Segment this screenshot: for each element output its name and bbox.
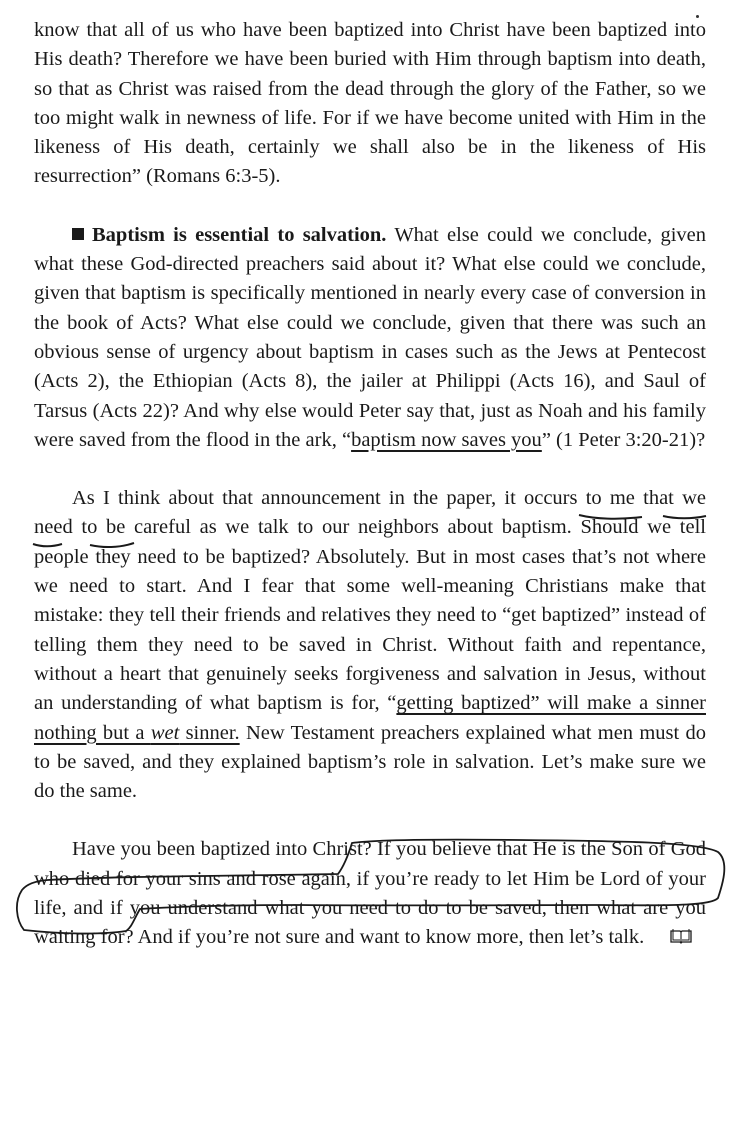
paragraph-romans-quote: know that all of us who have been baptized into Christ have been baptized into His death? Therefore we have been buried with Him through baptism into death, so that as Christ was raised from the dead through the glory of the Father, so we too might walk in newness of life. For if we have become united with Him in the likeness of His death, certainly we shall also be in the likeness of His resurrection” (Romans 6:3-5). bbox=[34, 19, 706, 188]
paragraph-neighbors bbox=[34, 484, 706, 806]
paragraph-baptism-essential bbox=[34, 221, 706, 455]
paragraph-body: As I think about that announcement in the paper, it occurs to me that we need to be careful as we talk to our neighbors about baptism. Should we tell people they need to be baptized? Absolutely. But in most cases that’s not where we need to start. And I fear that some well-meaning Christians make that mistake: they tell their friends and relatives they need to “get baptized” instead of telling them they need to be saved in Christ. Without faith and repentance, without a heart that genuinely seeks forgiveness and salvation in Jesus, without an understanding of what baptism is for, “ bbox=[34, 487, 706, 715]
section-heading: Baptism is essential to salvation. bbox=[92, 223, 387, 246]
paragraph-body: What else could we conclude, given what these God-directed preachers said about it? What else could we conclude, given that baptism is specifically mentioned in nearly every case of conversion in the book of Acts? What else could we conclude, given that there was such an obvious sense of urgency about baptism in cases such as the Jews at Pentecost (Acts 2), the Ethiopian (Acts 8), the jailer at Philippi (Acts 16), and Saul of Tarsus (Acts 22)? And why else would Peter say that, just as Noah and his family were saved from the flood in the ark, “ bbox=[34, 223, 706, 451]
square-bullet-icon bbox=[72, 228, 84, 240]
underlined-phrase: getting baptized” will make a sinner nothing but a wet sinner. bbox=[34, 692, 706, 744]
paragraph-body: Have you been baptized into Christ? If you believe that He is the Son of God who died for your sins and rose again, if you’re ready to let Him be Lord of your life, and if you understand what you need to do to be saved, then what are you waiting for? And if you’re not sure and want to know more, then let’s talk. bbox=[34, 838, 706, 949]
closing-sentence: Let’s make sure we do the same. bbox=[34, 750, 706, 803]
underlined-quote: baptism now saves you bbox=[351, 428, 542, 451]
emphasis-wet: wet bbox=[150, 721, 180, 744]
document-page bbox=[34, 16, 706, 953]
circled-passage: New Testament preachers explained what men must do to be saved, and they explained baptism’s role in salvation. bbox=[34, 721, 707, 773]
citation: ” (1 Peter 3:20-21)? bbox=[541, 428, 706, 451]
open-book-icon bbox=[670, 928, 692, 944]
paragraph-invitation bbox=[34, 835, 706, 952]
